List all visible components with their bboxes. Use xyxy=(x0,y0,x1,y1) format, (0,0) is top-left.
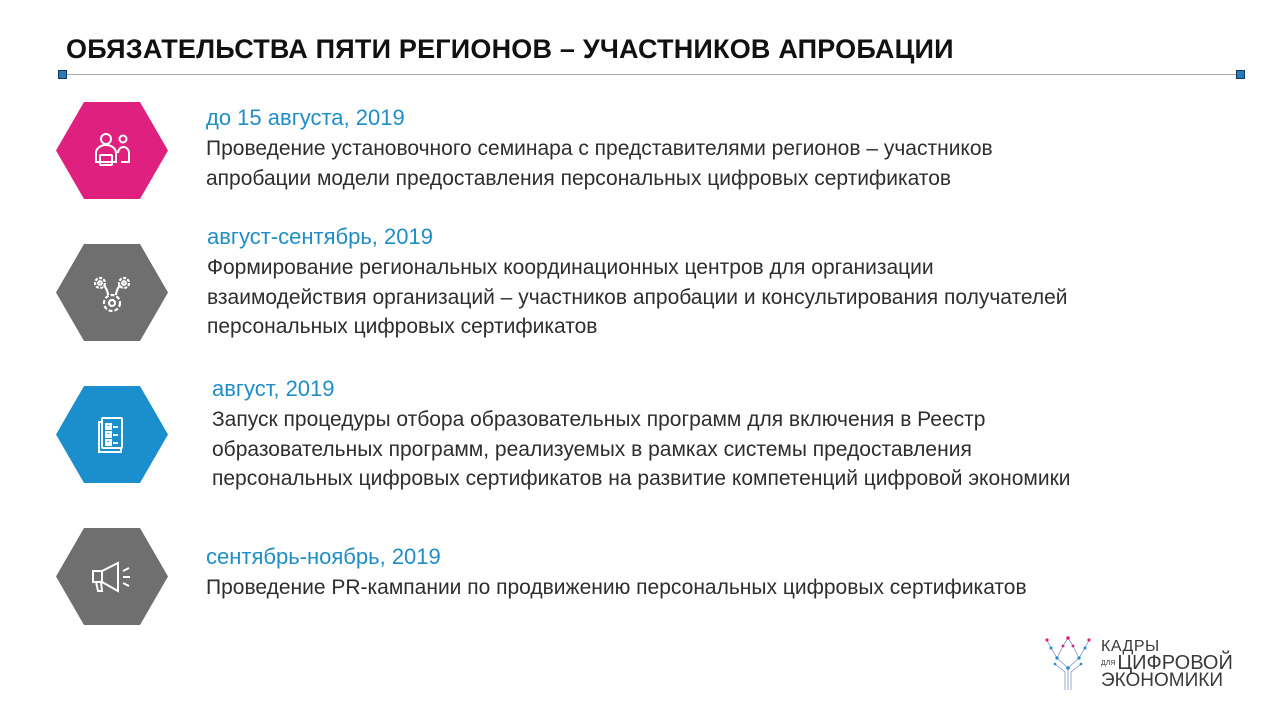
item-3 xyxy=(212,375,1071,494)
item-1-line-2: апробации модели предоставления персональных цифровых сертификатов xyxy=(206,166,952,190)
item-1-date: до 15 августа, 2019 xyxy=(206,105,405,130)
item-4-desc xyxy=(206,573,1027,603)
logo-small: ДЛЯ xyxy=(1101,660,1116,668)
item-3-line-3: персональных цифровых сертификатов на развитие компетенций цифровой экономики xyxy=(212,467,1071,490)
item-3-line-2: образовательных программ, реализуемых в рамках системы предоставления xyxy=(212,437,972,461)
megaphone-icon xyxy=(87,552,137,602)
brand-logo xyxy=(1043,632,1243,692)
rule-dot-left xyxy=(58,70,67,79)
item-3-date: август, 2019 xyxy=(212,376,335,401)
item-4 xyxy=(206,543,1027,603)
item-2-line-2: взаимодействия организаций – участников апробации и консультирования получателей xyxy=(207,285,1068,309)
item-2-line-3: персональных цифровых сертификатов xyxy=(207,315,598,338)
item-2-line-1: Формирование региональных координационных центров для организации xyxy=(207,256,934,279)
item-4-date: сентябрь-ноябрь, 2019 xyxy=(206,544,441,569)
logo-line-3: ЭКОНОМИКИ xyxy=(1101,670,1223,692)
rule-dot-right xyxy=(1236,70,1245,79)
item-4-line-1: Проведение PR-кампании по продвижению персональных цифровых сертификатов xyxy=(206,576,1027,599)
logo-text xyxy=(1101,638,1233,692)
hex-badge-1 xyxy=(56,102,168,199)
hex-badge-3 xyxy=(56,386,168,483)
item-2-date: август-сентябрь, 2019 xyxy=(207,224,433,249)
checklist-icon xyxy=(87,410,137,460)
item-3-desc xyxy=(212,405,1071,494)
gears-icon xyxy=(87,268,137,318)
hex-badge-4 xyxy=(56,528,168,625)
logo-line-1: КАДРЫ xyxy=(1101,638,1160,655)
title-rule xyxy=(62,74,1240,75)
item-2 xyxy=(207,223,1068,342)
item-3-line-1: Запуск процедуры отбора образовательных программ для включения в Реестр xyxy=(212,408,986,431)
item-1 xyxy=(206,104,993,193)
network-tree-icon xyxy=(1043,632,1093,690)
item-2-desc xyxy=(207,253,1068,342)
item-1-line-1: Проведение установочного семинара с представителями регионов – участников xyxy=(206,137,993,160)
item-1-desc xyxy=(206,134,993,193)
slide-title: ОБЯЗАТЕЛЬСТВА ПЯТИ РЕГИОНОВ – УЧАСТНИКОВ АПРОБАЦИИ xyxy=(66,34,954,64)
people-icon xyxy=(87,126,137,176)
hex-badge-2 xyxy=(56,244,168,341)
logo-line-2: ЦИФРОВОЙ xyxy=(1117,652,1233,674)
